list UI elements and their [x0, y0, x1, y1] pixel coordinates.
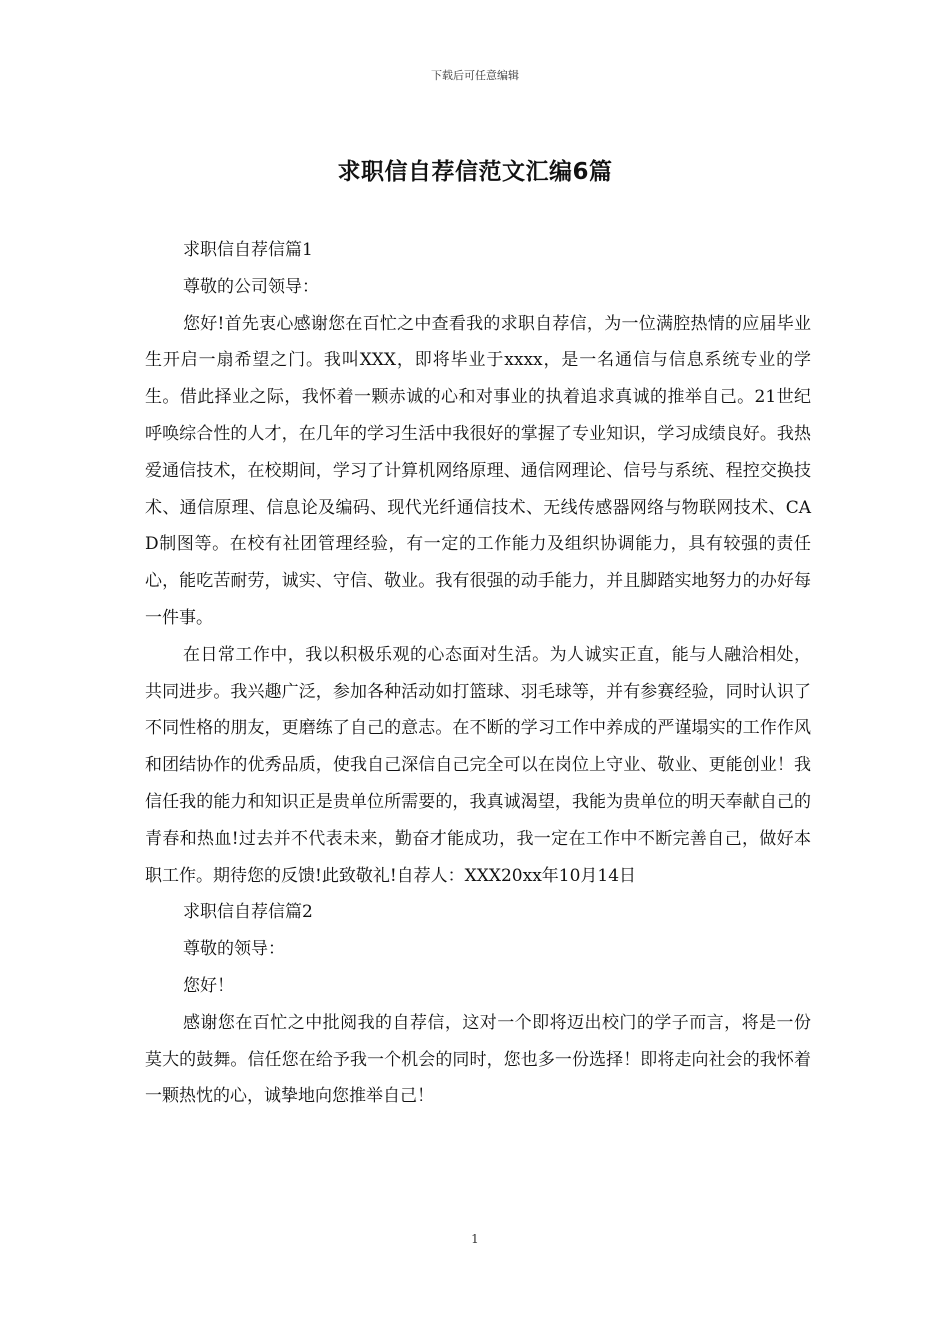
body-paragraph: 感谢您在百忙之中批阅我的自荐信，这对一个即将迈出校门的学子而言，将是一份莫大的鼓舞。信任您在给予我一个机会的同时，您也多一份选择！即将走向社会的我怀着一颗热忱的心，诚挚地向您推举自己！	[145, 1012, 811, 1107]
body-paragraph: 在日常工作中，我以积极乐观的心态面对生活。为人诚实正直，能与人融洽相处，共同进步。我兴趣广泛，参加各种活动如打篮球、羽毛球等，并有参赛经验，同时认识了不同性格的朋友，更磨练了自己的意志。在不断的学习工作中养成的严谨塌实的工作作风和团结协作的优秀品质，使我自己深信自己完全可以在岗位上守业、敬业、更能创业！我信任我的能力和知识正是贵单位所需要的，我真诚渴望，我能为贵单位的明天奉献自己的青春和热血!过去并不代表未来，勤奋才能成功，我一定在工作中不断完善自己，做好本职工作。期待您的反馈!此致敬礼!自荐人：XXX20xx年10月14日	[145, 644, 811, 886]
document-body	[145, 232, 811, 1115]
salutation-2: 尊敬的领导：	[183, 939, 285, 960]
section-heading-1: 求职信自荐信篇1	[183, 240, 313, 260]
page-number: 1	[471, 1232, 479, 1246]
document-title: 求职信自荐信范文汇编6篇	[337, 159, 613, 185]
section-heading-2: 求职信自荐信篇2	[183, 902, 313, 923]
salutation-1: 尊敬的公司领导：	[183, 276, 319, 297]
greeting: 您好！	[183, 975, 234, 996]
header-note: 下载后可任意编辑	[431, 69, 519, 82]
body-paragraph: 您好!首先衷心感谢您在百忙之中查看我的求职自荐信，为一位满腔热情的应届毕业生开启一扇希望之门。我叫XXX，即将毕业于xxxx，是一名通信与信息系统专业的学生。借此择业之际，我怀着一颗赤诚的心和对事业的执着追求真诚的推举自己。21世纪呼唤综合性的人才，在几年的学习生活中我很好的掌握了专业知识，学习成绩良好。我热爱通信技术，在校期间，学习了计算机网络原理、通信网理论、信号与系统、程控交换技术、通信原理、信息论及编码、现代光纤通信技术、无线传感器网络与物联网技术、CAD制图等。在校有社团管理经验，有一定的工作能力及组织协调能力，具有较强的责任心，能吃苦耐劳，诚实、守信、敬业。我有很强的动手能力，并且脚踏实地努力的办好每一件事。	[145, 313, 811, 628]
